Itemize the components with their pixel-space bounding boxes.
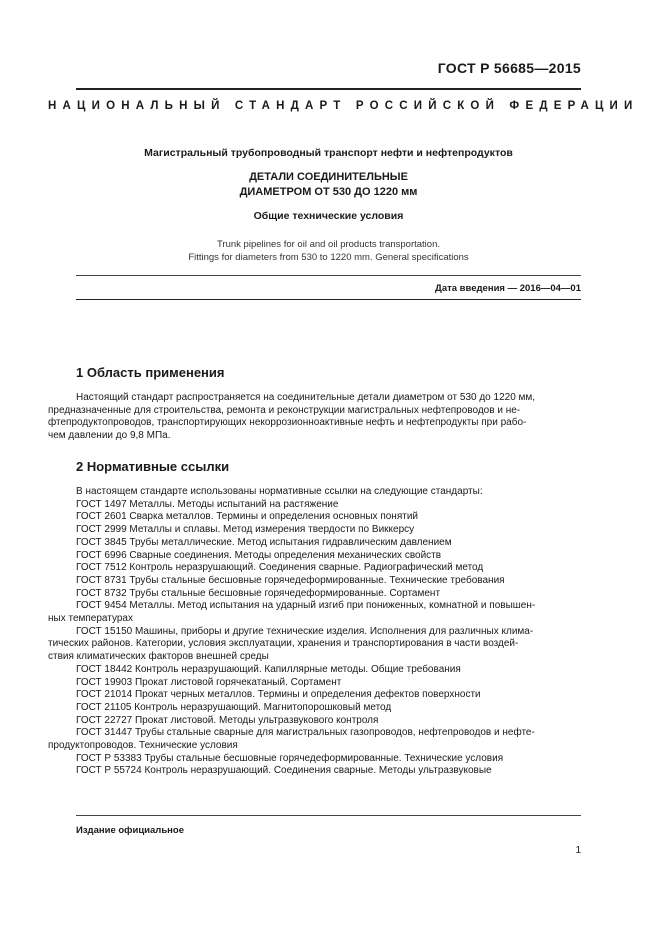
reference-line: ствия климатических факторов внешней среды <box>48 651 269 663</box>
paragraph-line: Настоящий стандарт распространяется на соединительные детали диаметром от 530 до 1220 мм, <box>76 392 536 403</box>
english-title-line-1: Trunk pipelines for oil and oil products transportation. <box>216 239 441 250</box>
reference-line: ГОСТ Р 53383 Трубы стальные бесшовные горячедеформированные. Технические условия <box>76 752 504 764</box>
reference-line: ГОСТ 31447 Трубы стальные сварные для магистральных газопроводов, нефтепроводов и нефте- <box>76 727 535 739</box>
section-2-heading: 2 Нормативные ссылки <box>76 459 230 474</box>
paragraph-line: предназначенные для строительства, ремонта и реконструкции магистральных нефтепроводов и не- <box>48 404 521 416</box>
reference-line: ГОСТ 2601 Сварка металлов. Термины и определения основных понятий <box>76 511 418 523</box>
title-line-1: ДЕТАЛИ СОЕДИНИТЕЛЬНЫЕ <box>249 171 408 183</box>
english-title-line-2: Fittings for diameters from 530 to 1220 mm. General specifications <box>188 252 469 263</box>
reference-line: ГОСТ 21014 Прокат черных металлов. Термины и определения дефектов поверхности <box>76 689 481 701</box>
reference-line: ных температурах <box>48 613 133 625</box>
reference-line: ГОСТ 7512 Контроль неразрушающий. Соединения сварные. Радиографический метод <box>76 562 484 574</box>
reference-line: ГОСТ 9454 Металлы. Метод испытания на ударный изгиб при пониженных, комнатной и повышен- <box>76 600 536 612</box>
reference-line: ГОСТ 8731 Трубы стальные бесшовные горячедеформированные. Технические требования <box>76 574 505 586</box>
footer-rule <box>76 815 581 816</box>
reference-line: продуктопроводов. Технические условия <box>48 740 238 752</box>
section-1-heading: 1 Область применения <box>76 365 225 380</box>
page-number: 1 <box>575 845 581 856</box>
edition-note: Издание официальное <box>76 825 184 836</box>
reference-line: ГОСТ 2999 Металлы и сплавы. Метод измерения твердости по Виккерсу <box>76 524 415 536</box>
document-code: ГОСТ Р 56685—2015 <box>437 60 581 76</box>
reference-line: В настоящем стандарте использованы нормативные ссылки на следующие стандарты: <box>76 486 483 497</box>
document-title <box>76 170 581 200</box>
paragraph-line: чем давлении до 9,8 МПа. <box>48 430 171 442</box>
reference-line: ГОСТ 3845 Трубы металлические. Метод испытания гидравлическим давлением <box>76 536 452 548</box>
document-subject: Магистральный трубопроводный транспорт нефти и нефтепродуктов <box>144 147 513 159</box>
header-rule <box>76 88 581 90</box>
title-line-2: ДИАМЕТРОМ ОТ 530 ДО 1220 мм <box>239 186 418 198</box>
paragraph-line: фтепродуктопроводов, транспортирующих некоррозионноактивные нефть и нефтепродукты при рабо- <box>48 417 527 429</box>
title-rule <box>76 275 581 276</box>
reference-line: ГОСТ Р 55724 Контроль неразрушающий. Соединения сварные. Методы ультразвуковые <box>76 765 492 777</box>
reference-line: ГОСТ 6996 Сварные соединения. Методы определения механических свойств <box>76 549 442 561</box>
reference-line: ГОСТ 19903 Прокат листовой горячекатаный. Сортамент <box>76 676 342 688</box>
date-rule <box>76 299 581 300</box>
english-title <box>76 238 581 264</box>
reference-line: ГОСТ 18442 Контроль неразрушающий. Капиллярные методы. Общие требования <box>76 663 461 675</box>
normative-references-list <box>48 486 584 778</box>
document-subtitle: Общие технические условия <box>253 210 404 222</box>
effective-date: Дата введения — 2016—04—01 <box>435 283 581 294</box>
reference-line: тических районов. Категории, условия эксплуатации, хранения и транспортирования в части воздей- <box>48 638 519 650</box>
reference-line: ГОСТ 15150 Машины, приборы и другие технические изделия. Исполнения для различных клима- <box>76 625 534 637</box>
reference-line: ГОСТ 8732 Трубы стальные бесшовные горячедеформированные. Сортамент <box>76 587 441 599</box>
reference-line: ГОСТ 21105 Контроль неразрушающий. Магнитопорошковый метод <box>76 701 392 713</box>
reference-line: ГОСТ 22727 Прокат листовой. Методы ультразвукового контроля <box>76 714 379 726</box>
national-standard-heading: НАЦИОНАЛЬНЫЙ СТАНДАРТ РОССИЙСКОЙ ФЕДЕРАЦИИ <box>48 100 639 112</box>
section-1-body <box>48 392 581 443</box>
reference-line: ГОСТ 1497 Металлы. Методы испытаний на растяжение <box>76 498 339 510</box>
